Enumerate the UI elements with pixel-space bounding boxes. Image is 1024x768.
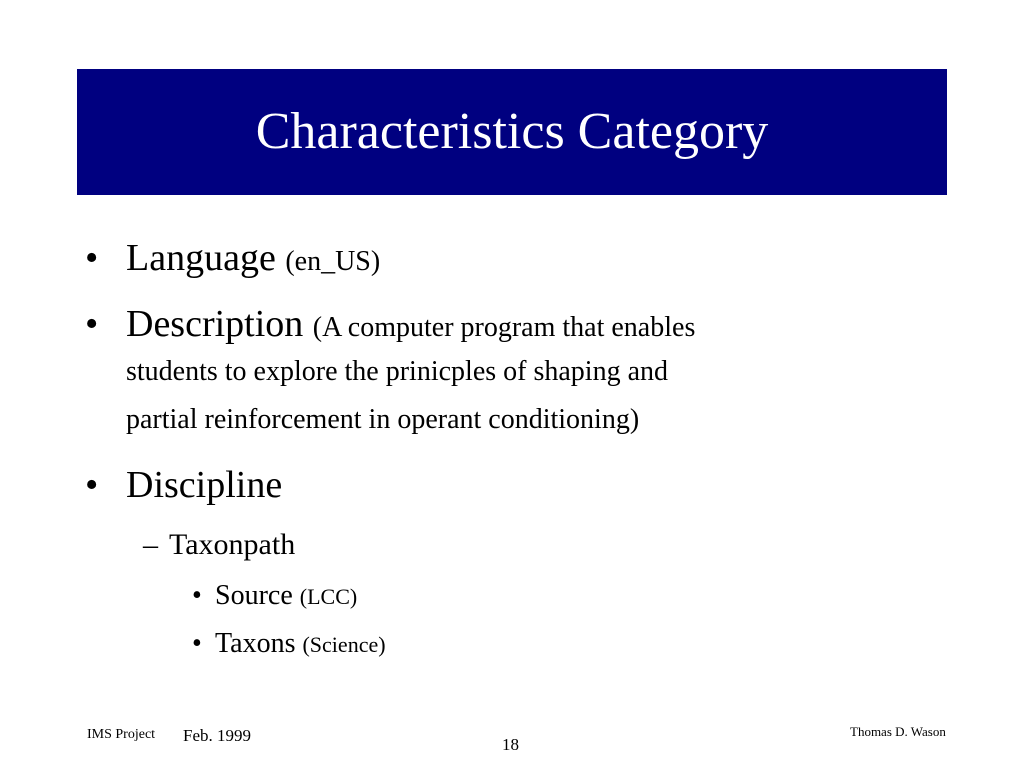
footer-date: Feb. 1999 <box>183 726 251 745</box>
page-number: 18 <box>502 735 519 754</box>
bullet-marker: • <box>192 580 202 611</box>
sub-sub-item-source <box>215 580 357 612</box>
bullet-value: (LCC) <box>299 584 358 609</box>
bullet-marker: • <box>85 237 99 279</box>
bullet-label: Taxons <box>215 628 296 659</box>
bullet-description <box>126 302 695 346</box>
sub-item-taxonpath: Taxonpath <box>169 528 296 561</box>
bullet-value: (A computer program that enables <box>312 312 696 343</box>
footer-author: Thomas D. Wason <box>850 724 946 739</box>
dash-marker: – <box>143 528 158 561</box>
bullet-label: Language <box>126 237 276 279</box>
bullet-marker: • <box>85 303 99 345</box>
bullet-value: (en_US) <box>285 246 381 277</box>
description-continuation: partial reinforcement in operant conditioning) <box>126 404 640 435</box>
description-continuation: students to explore the prinicples of shaping and <box>126 356 668 387</box>
bullet-label: Description <box>126 303 304 345</box>
bullet-language <box>126 236 380 280</box>
bullet-discipline: Discipline <box>126 464 283 506</box>
slide-title: Characteristics Category <box>255 103 769 160</box>
bullet-label: Source <box>215 580 293 611</box>
title-bar <box>77 69 947 195</box>
footer-project: IMS Project <box>87 727 156 742</box>
bullet-value: (Science) <box>302 632 386 657</box>
bullet-marker: • <box>85 464 99 506</box>
sub-sub-item-taxons <box>215 628 386 660</box>
bullet-marker: • <box>192 628 202 659</box>
